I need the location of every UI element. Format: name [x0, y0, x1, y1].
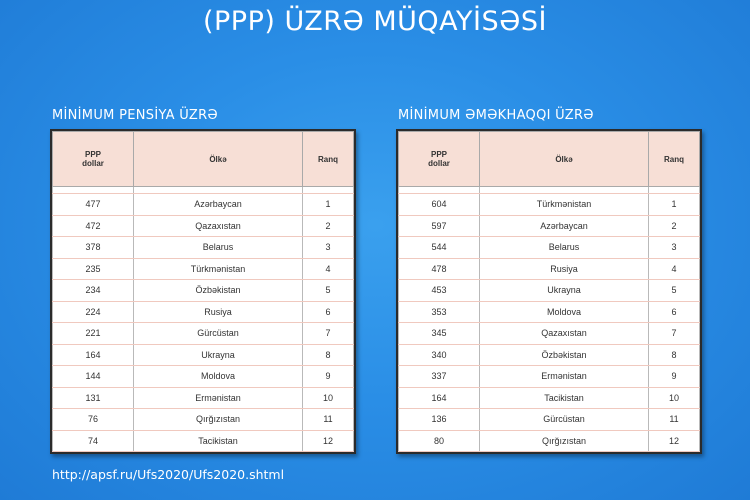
ppp-value-cell: 234 [53, 280, 134, 302]
country-cell: Ukrayna [480, 280, 649, 302]
rank-cell: 4 [649, 258, 700, 280]
ppp-value-cell: 345 [399, 323, 480, 345]
country-cell: Gürcüstan [480, 409, 649, 431]
rank-cell: 5 [649, 280, 700, 302]
country-cell: Rusiya [480, 258, 649, 280]
country-cell: Özbəkistan [134, 280, 303, 302]
ppp-value-cell: 340 [399, 344, 480, 366]
ppp-value-cell: 76 [53, 409, 134, 431]
ppp-value-cell: 597 [399, 215, 480, 237]
country-cell: Azərbaycan [134, 194, 303, 216]
table-row [399, 430, 700, 452]
ppp-dollar-header [399, 132, 480, 187]
table-header-row [53, 132, 354, 187]
rank-header: Ranq [303, 132, 354, 187]
table-row [53, 280, 354, 302]
rank-cell: 8 [649, 344, 700, 366]
rank-cell: 11 [649, 409, 700, 431]
country-cell: Ukrayna [134, 344, 303, 366]
pension-heading: MİNİMUM PENSİYA ÜZRƏ [52, 108, 218, 123]
table-row [399, 194, 700, 216]
table-row [53, 258, 354, 280]
country-cell: Qırğızıstan [134, 409, 303, 431]
ppp-value-cell: 353 [399, 301, 480, 323]
ppp-value-cell: 544 [399, 237, 480, 259]
spacer-cell [649, 187, 700, 194]
rank-cell: 6 [649, 301, 700, 323]
rank-header: Ranq [649, 132, 700, 187]
rank-cell: 6 [303, 301, 354, 323]
ppp-value-cell: 472 [53, 215, 134, 237]
table-row [399, 387, 700, 409]
ppp-value-cell: 478 [399, 258, 480, 280]
rank-cell: 9 [649, 366, 700, 388]
rank-cell: 3 [649, 237, 700, 259]
country-cell: Ermənistan [480, 366, 649, 388]
country-cell: Moldova [134, 366, 303, 388]
country-header: Ölkə [134, 132, 303, 187]
table-row [53, 215, 354, 237]
rank-cell: 7 [303, 323, 354, 345]
rank-cell: 8 [303, 344, 354, 366]
pension-table [50, 129, 356, 454]
ppp-header-label: PPP dollar [82, 150, 104, 168]
table-row [399, 323, 700, 345]
ppp-value-cell: 221 [53, 323, 134, 345]
ppp-value-cell: 136 [399, 409, 480, 431]
rank-cell: 12 [649, 430, 700, 452]
table-row [399, 215, 700, 237]
rank-cell: 7 [649, 323, 700, 345]
table-row [53, 301, 354, 323]
spacer-cell [53, 187, 134, 194]
ppp-value-cell: 131 [53, 387, 134, 409]
ppp-value-cell: 604 [399, 194, 480, 216]
table-row [399, 344, 700, 366]
table-row [53, 409, 354, 431]
rank-cell: 10 [649, 387, 700, 409]
rank-cell: 10 [303, 387, 354, 409]
country-cell: Tacikistan [480, 387, 649, 409]
wage-table [396, 129, 702, 454]
spacer-cell [303, 187, 354, 194]
rank-cell: 2 [649, 215, 700, 237]
rank-cell: 3 [303, 237, 354, 259]
rank-cell: 2 [303, 215, 354, 237]
ppp-value-cell: 164 [399, 387, 480, 409]
ppp-value-cell: 144 [53, 366, 134, 388]
table-row [399, 301, 700, 323]
ppp-value-cell: 453 [399, 280, 480, 302]
spacer-cell [134, 187, 303, 194]
ppp-value-cell: 164 [53, 344, 134, 366]
ppp-dollar-header [53, 132, 134, 187]
rank-cell: 9 [303, 366, 354, 388]
table-row [53, 387, 354, 409]
table-row [53, 323, 354, 345]
country-cell: Belarus [134, 237, 303, 259]
table-row [53, 194, 354, 216]
ppp-value-cell: 235 [53, 258, 134, 280]
country-cell: Ermənistan [134, 387, 303, 409]
country-cell: Rusiya [134, 301, 303, 323]
country-header: Ölkə [480, 132, 649, 187]
table-row [399, 237, 700, 259]
ppp-value-cell: 224 [53, 301, 134, 323]
country-cell: Türkmənistan [480, 194, 649, 216]
spacer-cell [399, 187, 480, 194]
rank-cell: 12 [303, 430, 354, 452]
ppp-value-cell: 378 [53, 237, 134, 259]
country-cell: Gürcüstan [134, 323, 303, 345]
table-header-row [399, 132, 700, 187]
page-title: (PPP) ÜZRƏ MÜQAYİSƏSİ [202, 6, 547, 37]
country-cell: Özbəkistan [480, 344, 649, 366]
country-cell: Tacikistan [134, 430, 303, 452]
ppp-value-cell: 337 [399, 366, 480, 388]
clipped-title-line [0, 0, 750, 2]
ppp-value-cell: 477 [53, 194, 134, 216]
rank-cell: 11 [303, 409, 354, 431]
wage-heading: MİNİMUM ƏMƏKHAQQI ÜZRƏ [398, 108, 594, 123]
table-spacer-row [53, 187, 354, 194]
table-row [53, 430, 354, 452]
table-row [53, 237, 354, 259]
table-row [53, 366, 354, 388]
rank-cell: 1 [649, 194, 700, 216]
table-row [53, 344, 354, 366]
rank-cell: 1 [303, 194, 354, 216]
table-row [399, 409, 700, 431]
country-cell: Qazaxıstan [134, 215, 303, 237]
country-cell: Belarus [480, 237, 649, 259]
rank-cell: 4 [303, 258, 354, 280]
country-cell: Moldova [480, 301, 649, 323]
ppp-header-label: PPP dollar [428, 150, 450, 168]
country-cell: Azərbaycan [480, 215, 649, 237]
table-row [399, 258, 700, 280]
rank-cell: 5 [303, 280, 354, 302]
country-cell: Qırğızıstan [480, 430, 649, 452]
country-cell: Qazaxıstan [480, 323, 649, 345]
ppp-value-cell: 80 [399, 430, 480, 452]
table-spacer-row [399, 187, 700, 194]
table-row [399, 366, 700, 388]
country-cell: Türkmənistan [134, 258, 303, 280]
ppp-value-cell: 74 [53, 430, 134, 452]
spacer-cell [480, 187, 649, 194]
table-row [399, 280, 700, 302]
source-link[interactable]: http://apsf.ru/Ufs2020/Ufs2020.shtml [52, 467, 285, 482]
